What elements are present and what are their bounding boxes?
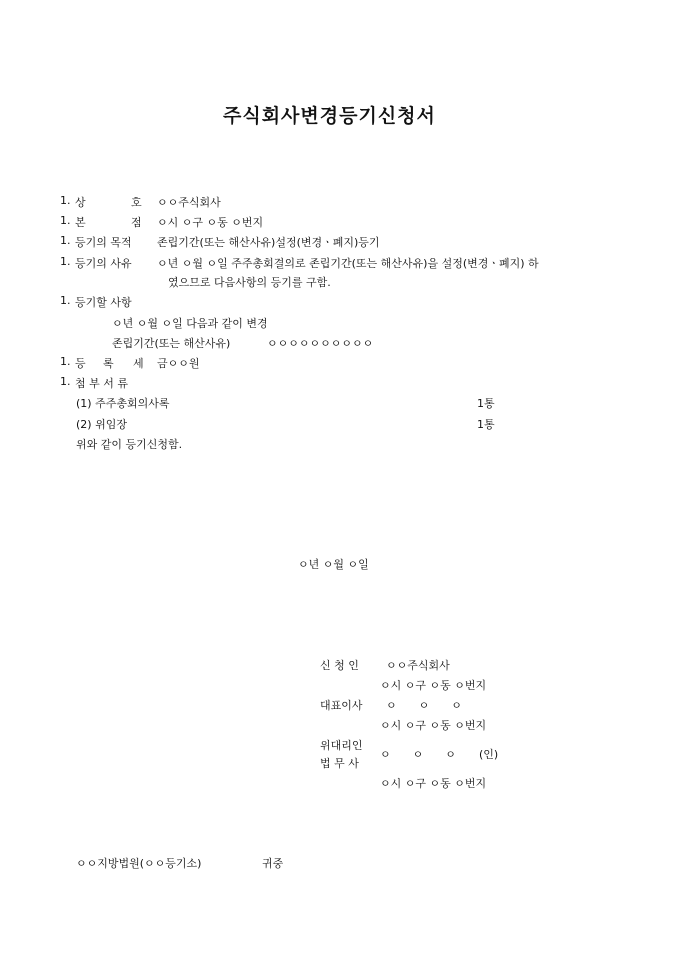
item-prefix: 1.	[60, 375, 71, 388]
item-prefix: 1.	[60, 355, 71, 368]
agent-label-2: 법 무 사	[320, 757, 359, 770]
applicant-name: ㅇㅇ주식회사	[386, 659, 450, 672]
attachment-1-label: (1) 주주총회의사록	[76, 397, 170, 410]
agent-address: ㅇ시 ㅇ구 ㅇ동 ㅇ번지	[380, 777, 487, 790]
item-label-trade-name-a: 상	[75, 196, 86, 209]
item-label-registration-tax-b: 록	[103, 357, 114, 370]
item-label-matters: 등기할 사항	[75, 296, 132, 309]
reason-line-2: 였으므로 다음사항의 등기를 구함.	[168, 276, 331, 289]
item-label-registration-tax-c: 세	[133, 357, 144, 370]
item-label-attachments: 첨 부 서 류	[75, 377, 128, 390]
matters-line-1: ㅇ년 ㅇ월 ㅇ일 다음과 같이 변경	[112, 317, 268, 330]
representative-label: 대표이사	[320, 699, 363, 712]
seal-mark: (인)	[479, 748, 499, 761]
trade-name-value: ㅇㅇ주식회사	[157, 196, 221, 209]
item-label-registration-tax-a: 등	[75, 357, 86, 370]
reason-line-1: ㅇ년 ㅇ월 ㅇ일 주주총회결의로 존립기간(또는 해산사유)을 설정(변경ㆍ폐지) 하	[157, 257, 539, 270]
matters-line-2-value: ㅇㅇㅇㅇㅇㅇㅇㅇㅇㅇ	[267, 337, 374, 350]
item-label-head-office-a: 본	[75, 216, 86, 229]
attachment-2-label: (2) 위임장	[76, 418, 127, 431]
agent-label-1: 위대리인	[320, 739, 363, 752]
representative-address: ㅇ시 ㅇ구 ㅇ동 ㅇ번지	[380, 719, 487, 732]
attachment-2-count: 1통	[477, 418, 495, 431]
purpose-value: 존립기간(또는 해산사유)설정(변경ㆍ폐지)등기	[157, 236, 380, 249]
document-title: 주식회사변경등기신청서	[223, 105, 436, 127]
court-name: ㅇㅇ지방법원(ㅇㅇ등기소)	[76, 857, 202, 870]
addressee: 귀중	[262, 857, 284, 870]
representative-name: ㅇ ㅇ ㅇ	[386, 699, 462, 712]
item-label-purpose: 등기의 목적	[75, 236, 132, 249]
item-prefix: 1.	[60, 194, 71, 207]
application-date: ㅇ년 ㅇ월 ㅇ일	[298, 558, 369, 571]
head-office-value: ㅇ시 ㅇ구 ㅇ동 ㅇ번지	[157, 216, 264, 229]
item-prefix: 1.	[60, 234, 71, 247]
agent-name: ㅇ ㅇ ㅇ	[380, 748, 456, 761]
item-prefix: 1.	[60, 294, 71, 307]
closing-statement: 위와 같이 등기신청함.	[76, 438, 183, 451]
item-label-reason: 등기의 사유	[75, 257, 132, 270]
applicant-label: 신 청 인	[320, 659, 359, 672]
matters-line-2-label: 존립기간(또는 해산사유)	[112, 337, 231, 350]
attachment-1-count: 1통	[477, 397, 495, 410]
item-label-head-office-b: 점	[131, 216, 142, 229]
applicant-address: ㅇ시 ㅇ구 ㅇ동 ㅇ번지	[380, 679, 487, 692]
item-label-trade-name-b: 호	[131, 196, 142, 209]
item-prefix: 1.	[60, 214, 71, 227]
item-prefix: 1.	[60, 255, 71, 268]
registration-tax-value: 금ㅇㅇ원	[157, 357, 200, 370]
